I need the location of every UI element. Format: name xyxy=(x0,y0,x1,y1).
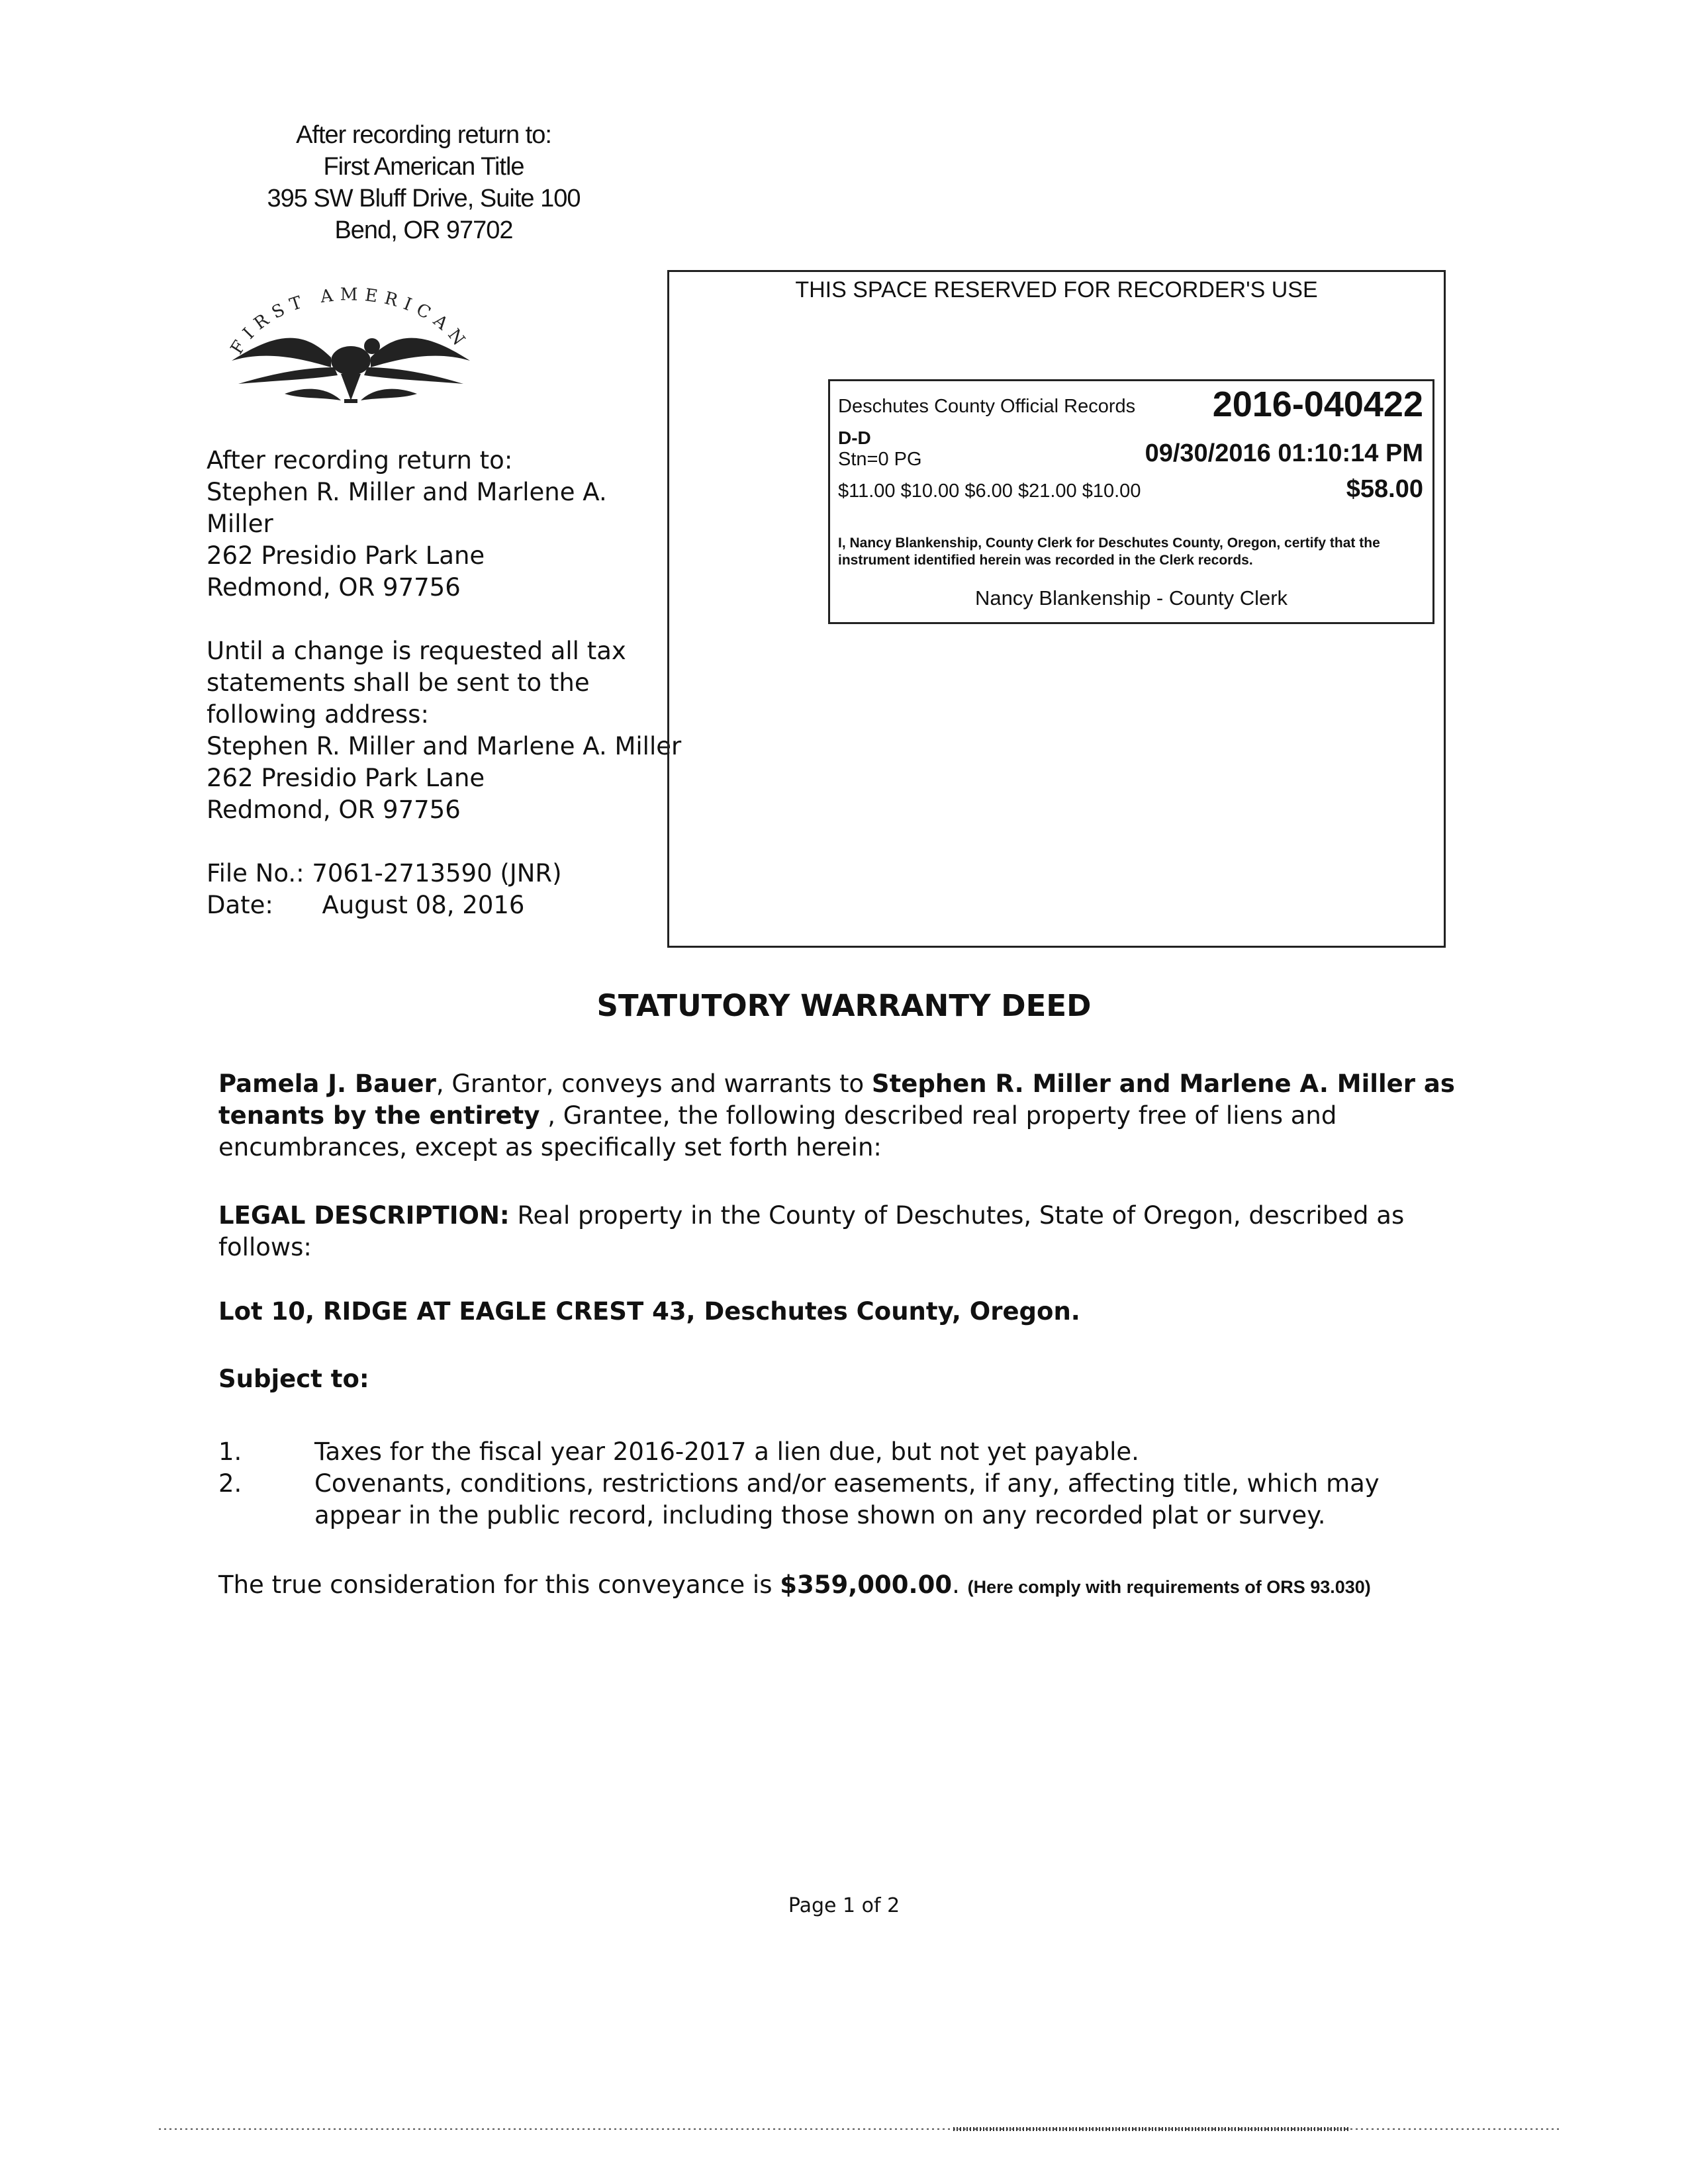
tax-statement-line: 262 Presidio Park Lane xyxy=(207,764,485,792)
logo-arc-text: FIRST AMERICAN xyxy=(226,285,473,358)
list-item xyxy=(218,1468,1463,1531)
consideration-note: (Here comply with requirements of ORS 93.030) xyxy=(967,1577,1371,1597)
conveyance-text-b: , Grantee, the following described real property free of liens and encumbrances, except as specifically set forth herein: xyxy=(218,1101,1337,1161)
grantee-name: Stephen R. Miller and Marlene A. Miller as tenants by the entirety xyxy=(218,1069,1455,1130)
consideration-statement xyxy=(218,1570,1476,1599)
conveyance-text-a: , Grantor, conveys and warrants to xyxy=(436,1069,872,1098)
consideration-text: The true consideration for this conveyance is xyxy=(218,1570,780,1599)
legal-description xyxy=(218,1200,1463,1263)
recorder-box xyxy=(667,270,1446,948)
page-number: Page 1 of 2 xyxy=(788,1894,900,1917)
file-number-label: File No.: xyxy=(207,859,305,887)
return-line: 395 SW Bluff Drive, Suite 100 xyxy=(267,185,581,212)
file-date-value: August 08, 2016 xyxy=(322,891,525,919)
return-to-line: 262 Presidio Park Lane xyxy=(207,541,485,570)
station-row xyxy=(838,439,1423,471)
tax-statement-line: Until a change is requested all tax xyxy=(207,637,626,665)
tax-statement-line: Redmond, OR 97756 xyxy=(207,796,461,824)
record-number: 2016-040422 xyxy=(1212,385,1423,424)
recording-timestamp: 09/30/2016 01:10:14 PM xyxy=(1145,439,1423,467)
recording-office: Deschutes County Official Records xyxy=(838,396,1136,417)
recording-stamp xyxy=(828,379,1434,624)
file-number xyxy=(207,858,683,889)
legal-description-text: Real property in the County of Deschutes, State of Oregon, described as follows: xyxy=(218,1201,1405,1261)
first-american-logo xyxy=(225,268,477,420)
return-to-line: Miller xyxy=(207,510,273,538)
clerk-name: Nancy Blankenship - County Clerk xyxy=(974,586,1288,610)
return-line: Bend, OR 97702 xyxy=(334,216,513,244)
grantor-name: Pamela J. Bauer xyxy=(218,1069,436,1098)
file-number-value: 7061-2713590 (JNR) xyxy=(312,859,562,887)
conveyance-paragraph xyxy=(218,1068,1463,1163)
list-item-text: Covenants, conditions, restrictions and/or easements, if any, affecting title, which may appear in the public record, including those shown on any recorded plat or survey. xyxy=(314,1469,1380,1529)
list-item-number: 2. xyxy=(218,1469,242,1498)
list-item-text: Taxes for the fiscal year 2016-2017 a lien due, but not yet payable. xyxy=(314,1437,1139,1466)
tax-statement-line: Stephen R. Miller and Marlene A. Miller xyxy=(207,732,682,760)
station: Stn=0 PG xyxy=(838,449,922,470)
list-item xyxy=(218,1436,1463,1468)
return-line: First American Title xyxy=(323,153,524,181)
consideration-punct: . xyxy=(952,1570,968,1599)
clerk-certification: I, Nancy Blankenship, County Clerk for Deschutes County, Oregon, certify that the instrument identified herein was recorded in the Clerk records. xyxy=(838,535,1380,568)
return-to-line: Stephen R. Miller and Marlene A. xyxy=(207,478,607,506)
list-item-number: 1. xyxy=(218,1437,242,1466)
return-to-line: Redmond, OR 97756 xyxy=(207,573,461,602)
fee-list: $11.00 $10.00 $6.00 $21.00 $10.00 xyxy=(838,480,1141,502)
fees-row xyxy=(838,475,1423,503)
file-date xyxy=(207,889,683,921)
recorder-box-title: THIS SPACE RESERVED FOR RECORDER'S USE xyxy=(795,277,1318,302)
legal-description-label: LEGAL DESCRIPTION: xyxy=(218,1201,510,1230)
return-address-header xyxy=(199,119,649,246)
file-date-label: Date: xyxy=(207,891,273,919)
deed-title: STATUTORY WARRANTY DEED xyxy=(596,988,1092,1023)
scan-artifact-line xyxy=(159,2124,1562,2134)
consideration-amount: $359,000.00 xyxy=(780,1570,953,1599)
exceptions-list xyxy=(218,1436,1463,1531)
return-line: After recording return to: xyxy=(296,121,551,149)
return-to-heading: After recording return to: xyxy=(207,446,513,475)
lot-description: Lot 10, RIDGE AT EAGLE CREST 43, Deschutes County, Oregon. xyxy=(218,1297,1080,1326)
tax-statement-line: following address: xyxy=(207,700,429,729)
eagle-icon xyxy=(232,338,470,403)
left-address-block xyxy=(207,445,683,921)
fee-total: $58.00 xyxy=(1346,475,1423,503)
recording-office-row xyxy=(838,385,1423,424)
document-type: D-D xyxy=(838,428,871,448)
subject-to-heading: Subject to: xyxy=(218,1365,369,1393)
tax-statement-line: statements shall be sent to the xyxy=(207,668,590,697)
